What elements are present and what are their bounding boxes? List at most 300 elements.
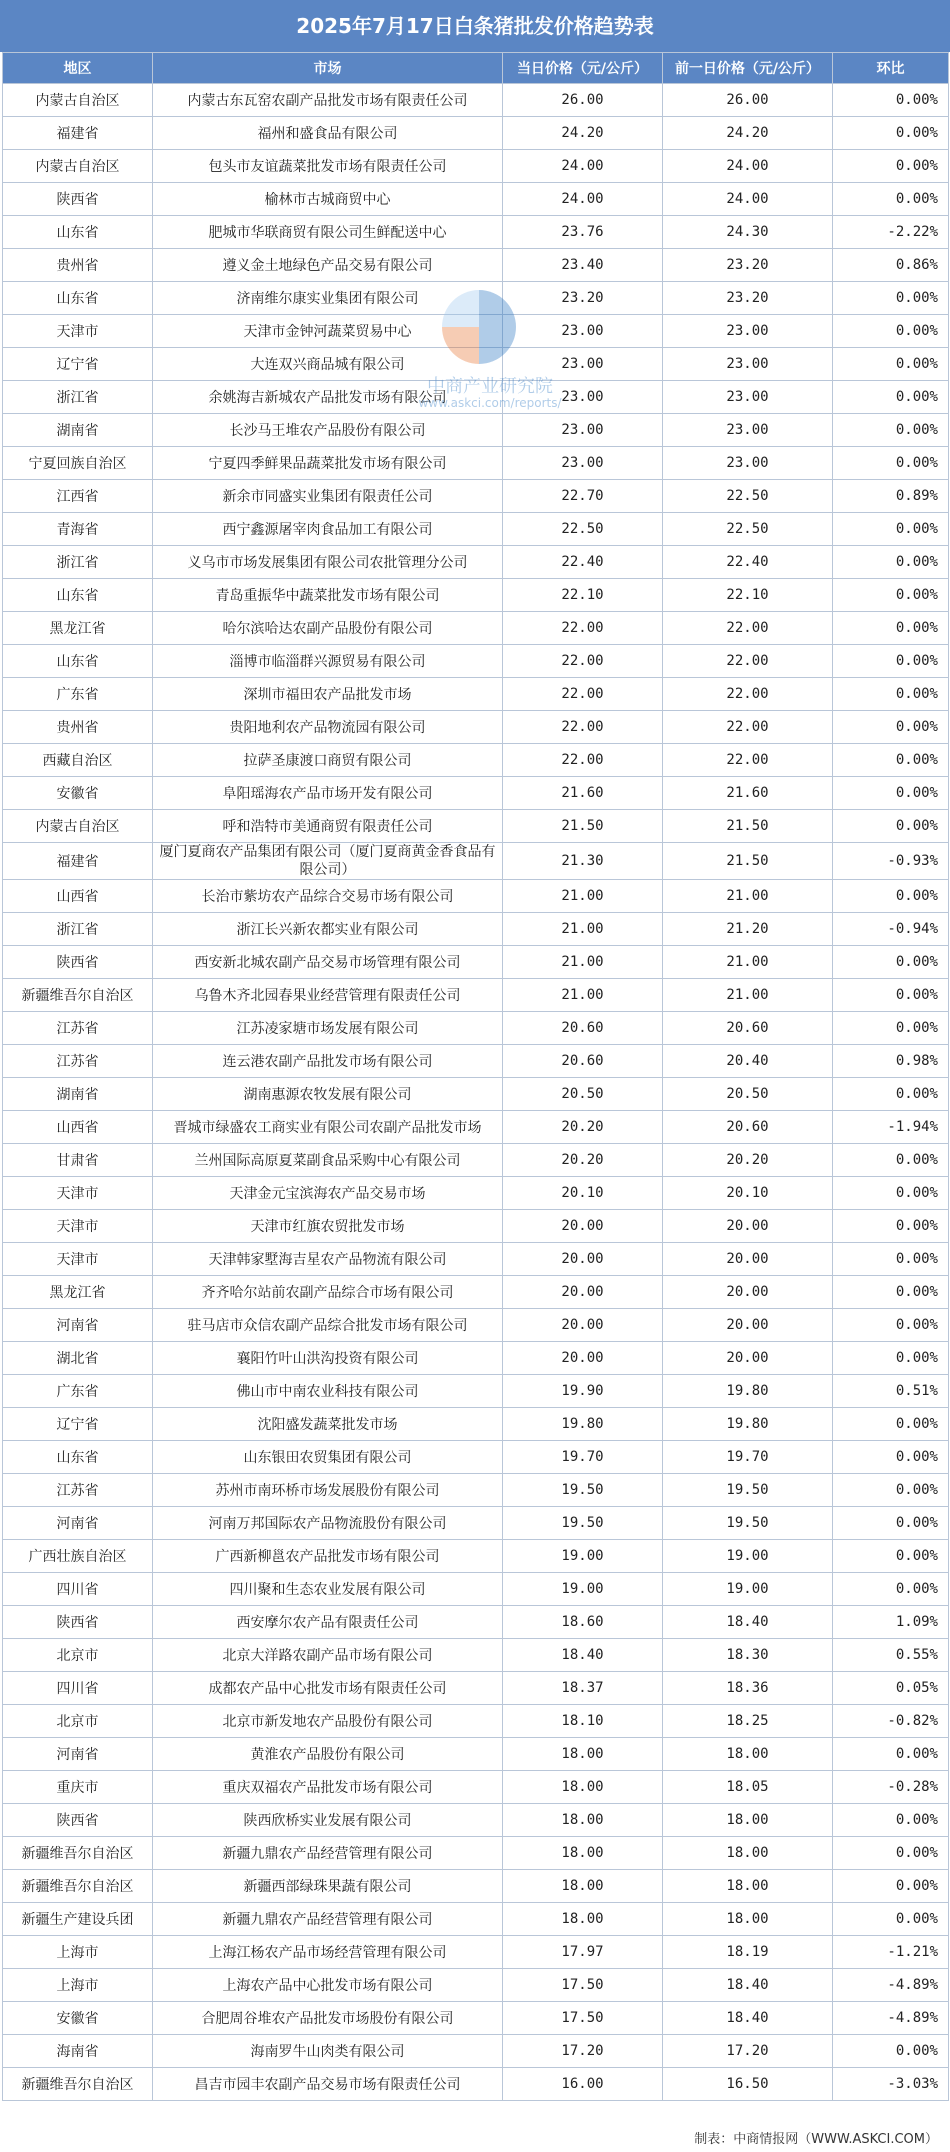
cell-previous-price: 23.20: [663, 249, 833, 282]
cell-change: -2.22%: [833, 216, 949, 249]
cell-previous-price: 19.80: [663, 1408, 833, 1441]
cell-today-price: 20.00: [503, 1276, 663, 1309]
cell-change: 0.00%: [833, 979, 949, 1012]
cell-today-price: 22.00: [503, 744, 663, 777]
cell-change: 0.00%: [833, 117, 949, 150]
cell-market: 北京市新发地农产品股份有限公司: [153, 1705, 503, 1738]
cell-region: 内蒙古自治区: [3, 810, 153, 843]
cell-market: 天津金元宝滨海农产品交易市场: [153, 1177, 503, 1210]
cell-today-price: 23.00: [503, 447, 663, 480]
cell-today-price: 22.00: [503, 678, 663, 711]
cell-region: 河南省: [3, 1507, 153, 1540]
table-row: [3, 282, 949, 315]
cell-region: 宁夏回族自治区: [3, 447, 153, 480]
cell-previous-price: 21.00: [663, 880, 833, 913]
table-row: [3, 843, 949, 880]
table-row: [3, 744, 949, 777]
cell-market: 山东银田农贸集团有限公司: [153, 1441, 503, 1474]
cell-region: 辽宁省: [3, 1408, 153, 1441]
cell-change: -0.94%: [833, 913, 949, 946]
cell-today-price: 21.30: [503, 843, 663, 880]
cell-today-price: 19.80: [503, 1408, 663, 1441]
cell-today-price: 19.50: [503, 1507, 663, 1540]
cell-today-price: 24.00: [503, 183, 663, 216]
cell-previous-price: 23.00: [663, 447, 833, 480]
cell-market: 大连双兴商品城有限公司: [153, 348, 503, 381]
cell-previous-price: 26.00: [663, 84, 833, 117]
cell-market: 重庆双福农产品批发市场有限公司: [153, 1771, 503, 1804]
cell-today-price: 20.60: [503, 1045, 663, 1078]
cell-previous-price: 21.50: [663, 843, 833, 880]
table-row: [3, 546, 949, 579]
cell-change: 0.00%: [833, 1408, 949, 1441]
price-table: [2, 52, 949, 2101]
cell-region: 贵州省: [3, 711, 153, 744]
cell-previous-price: 21.00: [663, 946, 833, 979]
table-row: [3, 414, 949, 447]
cell-change: 0.00%: [833, 1276, 949, 1309]
cell-previous-price: 19.80: [663, 1375, 833, 1408]
cell-previous-price: 22.00: [663, 612, 833, 645]
cell-market: 四川聚和生态农业发展有限公司: [153, 1573, 503, 1606]
cell-today-price: 24.00: [503, 150, 663, 183]
cell-region: 新疆维吾尔自治区: [3, 979, 153, 1012]
cell-previous-price: 20.10: [663, 1177, 833, 1210]
cell-region: 陕西省: [3, 1606, 153, 1639]
cell-market: 昌吉市园丰农副产品交易市场有限责任公司: [153, 2068, 503, 2101]
cell-previous-price: 20.00: [663, 1243, 833, 1276]
cell-change: -0.82%: [833, 1705, 949, 1738]
cell-region: 辽宁省: [3, 348, 153, 381]
cell-change: 0.00%: [833, 1210, 949, 1243]
table-row: [3, 678, 949, 711]
cell-change: 0.89%: [833, 480, 949, 513]
cell-market: 连云港农副产品批发市场有限公司: [153, 1045, 503, 1078]
cell-market: 义乌市市场发展集团有限公司农批管理分公司: [153, 546, 503, 579]
cell-today-price: 20.00: [503, 1243, 663, 1276]
cell-previous-price: 18.00: [663, 1804, 833, 1837]
table-row: [3, 946, 949, 979]
table-row: [3, 1870, 949, 1903]
cell-change: -0.93%: [833, 843, 949, 880]
cell-today-price: 18.37: [503, 1672, 663, 1705]
cell-previous-price: 24.20: [663, 117, 833, 150]
cell-region: 江苏省: [3, 1012, 153, 1045]
cell-today-price: 19.90: [503, 1375, 663, 1408]
cell-change: 0.00%: [833, 1870, 949, 1903]
table-row: [3, 645, 949, 678]
cell-market: 新余市同盛实业集团有限责任公司: [153, 480, 503, 513]
cell-change: 0.00%: [833, 1540, 949, 1573]
cell-today-price: 24.20: [503, 117, 663, 150]
cell-change: 0.00%: [833, 711, 949, 744]
cell-region: 陕西省: [3, 183, 153, 216]
table-row: [3, 348, 949, 381]
table-row: [3, 249, 949, 282]
cell-region: 黑龙江省: [3, 612, 153, 645]
header-region: 地区: [3, 53, 153, 84]
table-row: [3, 880, 949, 913]
cell-change: 0.00%: [833, 1441, 949, 1474]
cell-today-price: 23.00: [503, 381, 663, 414]
table-row: [3, 381, 949, 414]
cell-market: 内蒙古东瓦窑农副产品批发市场有限责任公司: [153, 84, 503, 117]
cell-region: 青海省: [3, 513, 153, 546]
cell-today-price: 23.20: [503, 282, 663, 315]
cell-region: 天津市: [3, 1210, 153, 1243]
cell-today-price: 17.97: [503, 1936, 663, 1969]
table-row: [3, 2002, 949, 2035]
cell-market: 天津韩家墅海吉星农产品物流有限公司: [153, 1243, 503, 1276]
cell-change: 0.00%: [833, 777, 949, 810]
cell-previous-price: 22.50: [663, 513, 833, 546]
cell-previous-price: 23.20: [663, 282, 833, 315]
table-row: [3, 913, 949, 946]
cell-today-price: 18.00: [503, 1837, 663, 1870]
cell-today-price: 23.00: [503, 315, 663, 348]
cell-previous-price: 22.10: [663, 579, 833, 612]
cell-region: 浙江省: [3, 546, 153, 579]
cell-change: 0.98%: [833, 1045, 949, 1078]
cell-today-price: 22.40: [503, 546, 663, 579]
cell-region: 贵州省: [3, 249, 153, 282]
cell-region: 山西省: [3, 1111, 153, 1144]
cell-region: 四川省: [3, 1573, 153, 1606]
watermark-url: www.askci.com/reports/: [418, 396, 562, 410]
cell-today-price: 20.10: [503, 1177, 663, 1210]
cell-market: 西安摩尔农产品有限责任公司: [153, 1606, 503, 1639]
table-row: [3, 612, 949, 645]
cell-region: 天津市: [3, 1177, 153, 1210]
cell-today-price: 19.00: [503, 1540, 663, 1573]
table-row: [3, 1903, 949, 1936]
table-row: [3, 1441, 949, 1474]
table-row: [3, 711, 949, 744]
cell-market: 北京大洋路农副产品市场有限公司: [153, 1639, 503, 1672]
table-row: [3, 447, 949, 480]
cell-market: 兰州国际高原夏菜副食品采购中心有限公司: [153, 1144, 503, 1177]
cell-market: 包头市友谊蔬菜批发市场有限责任公司: [153, 150, 503, 183]
cell-market: 哈尔滨哈达农副产品股份有限公司: [153, 612, 503, 645]
table-row: [3, 2035, 949, 2068]
cell-previous-price: 21.00: [663, 979, 833, 1012]
header-today-price: 当日价格（元/公斤）: [503, 53, 663, 84]
cell-today-price: 20.00: [503, 1210, 663, 1243]
table-row: [3, 1144, 949, 1177]
cell-market: 呼和浩特市美通商贸有限责任公司: [153, 810, 503, 843]
cell-today-price: 18.00: [503, 1903, 663, 1936]
cell-today-price: 18.40: [503, 1639, 663, 1672]
cell-previous-price: 22.00: [663, 678, 833, 711]
cell-change: 0.00%: [833, 348, 949, 381]
cell-region: 山东省: [3, 282, 153, 315]
cell-previous-price: 20.00: [663, 1309, 833, 1342]
cell-change: 0.00%: [833, 946, 949, 979]
cell-market: 新疆九鼎农产品经营管理有限公司: [153, 1837, 503, 1870]
cell-today-price: 18.10: [503, 1705, 663, 1738]
cell-region: 山东省: [3, 645, 153, 678]
cell-market: 宁夏四季鲜果品蔬菜批发市场有限公司: [153, 447, 503, 480]
cell-market: 上海江杨农产品市场经营管理有限公司: [153, 1936, 503, 1969]
cell-change: 0.00%: [833, 546, 949, 579]
cell-previous-price: 19.00: [663, 1573, 833, 1606]
cell-region: 上海市: [3, 1936, 153, 1969]
cell-market: 苏州市南环桥市场发展股份有限公司: [153, 1474, 503, 1507]
cell-market: 襄阳竹叶山洪沟投资有限公司: [153, 1342, 503, 1375]
header-row: [3, 53, 949, 84]
cell-market: 佛山市中南农业科技有限公司: [153, 1375, 503, 1408]
cell-previous-price: 18.36: [663, 1672, 833, 1705]
header-change: 环比: [833, 53, 949, 84]
cell-previous-price: 20.20: [663, 1144, 833, 1177]
cell-region: 内蒙古自治区: [3, 84, 153, 117]
table-row: [3, 1474, 949, 1507]
cell-market: 天津市金钟河蔬菜贸易中心: [153, 315, 503, 348]
cell-change: 0.00%: [833, 381, 949, 414]
table-row: [3, 777, 949, 810]
cell-market: 西宁鑫源屠宰肉食品加工有限公司: [153, 513, 503, 546]
cell-market: 淄博市临淄群兴源贸易有限公司: [153, 645, 503, 678]
cell-market: 新疆九鼎农产品经营管理有限公司: [153, 1903, 503, 1936]
footer-source: 制表：中商情报网（WWW.ASKCI.COM）: [694, 2132, 938, 2147]
cell-today-price: 22.10: [503, 579, 663, 612]
cell-change: 0.00%: [833, 1507, 949, 1540]
table-row: [3, 1771, 949, 1804]
table-row: [3, 84, 949, 117]
table-row: [3, 1243, 949, 1276]
cell-change: -1.21%: [833, 1936, 949, 1969]
cell-previous-price: 19.50: [663, 1474, 833, 1507]
cell-previous-price: 20.40: [663, 1045, 833, 1078]
cell-today-price: 18.00: [503, 1870, 663, 1903]
cell-region: 上海市: [3, 1969, 153, 2002]
cell-market: 合肥周谷堆农产品批发市场股份有限公司: [153, 2002, 503, 2035]
cell-change: 0.00%: [833, 1804, 949, 1837]
cell-region: 福建省: [3, 117, 153, 150]
cell-region: 安徽省: [3, 777, 153, 810]
cell-previous-price: 20.00: [663, 1210, 833, 1243]
cell-change: 0.00%: [833, 1738, 949, 1771]
table-row: [3, 1111, 949, 1144]
cell-previous-price: 23.00: [663, 348, 833, 381]
cell-today-price: 18.60: [503, 1606, 663, 1639]
table-row: [3, 1408, 949, 1441]
cell-region: 广东省: [3, 678, 153, 711]
cell-market: 榆林市古城商贸中心: [153, 183, 503, 216]
cell-today-price: 17.50: [503, 2002, 663, 2035]
cell-previous-price: 22.40: [663, 546, 833, 579]
cell-today-price: 21.00: [503, 913, 663, 946]
table-row: [3, 1078, 949, 1111]
table-row: [3, 1012, 949, 1045]
cell-today-price: 22.00: [503, 612, 663, 645]
cell-change: 0.00%: [833, 1573, 949, 1606]
cell-change: 0.00%: [833, 1012, 949, 1045]
table-row: [3, 979, 949, 1012]
cell-previous-price: 20.00: [663, 1342, 833, 1375]
cell-previous-price: 18.40: [663, 1969, 833, 2002]
cell-today-price: 16.00: [503, 2068, 663, 2101]
cell-market: 齐齐哈尔站前农副产品综合市场有限公司: [153, 1276, 503, 1309]
watermark-name: 中商产业研究院: [427, 376, 553, 397]
cell-today-price: 20.00: [503, 1309, 663, 1342]
cell-previous-price: 24.00: [663, 183, 833, 216]
cell-region: 新疆维吾尔自治区: [3, 1870, 153, 1903]
cell-market: 成都农产品中心批发市场有限责任公司: [153, 1672, 503, 1705]
table-title: 2025年7月17日白条猪批发价格趋势表: [0, 0, 950, 52]
cell-today-price: 17.50: [503, 1969, 663, 2002]
cell-market: 新疆西部绿珠果蔬有限公司: [153, 1870, 503, 1903]
cell-change: 0.00%: [833, 150, 949, 183]
cell-previous-price: 22.50: [663, 480, 833, 513]
cell-change: 0.00%: [833, 183, 949, 216]
cell-market: 黄淮农产品股份有限公司: [153, 1738, 503, 1771]
cell-region: 江苏省: [3, 1045, 153, 1078]
cell-market: 浙江长兴新农都实业有限公司: [153, 913, 503, 946]
cell-today-price: 20.00: [503, 1342, 663, 1375]
cell-region: 黑龙江省: [3, 1276, 153, 1309]
cell-change: 0.00%: [833, 678, 949, 711]
cell-market: 西安新北城农副产品交易市场管理有限公司: [153, 946, 503, 979]
cell-change: 0.00%: [833, 1474, 949, 1507]
table-row: [3, 183, 949, 216]
cell-market: 厦门夏商农产品集团有限公司（厦门夏商黄金香食品有限公司）: [153, 843, 503, 880]
cell-change: 0.00%: [833, 1309, 949, 1342]
cell-region: 江苏省: [3, 1474, 153, 1507]
cell-region: 新疆生产建设兵团: [3, 1903, 153, 1936]
cell-change: 0.00%: [833, 1144, 949, 1177]
cell-change: -1.94%: [833, 1111, 949, 1144]
cell-previous-price: 18.00: [663, 1903, 833, 1936]
cell-region: 新疆维吾尔自治区: [3, 1837, 153, 1870]
cell-today-price: 19.50: [503, 1474, 663, 1507]
cell-today-price: 20.50: [503, 1078, 663, 1111]
cell-previous-price: 18.40: [663, 2002, 833, 2035]
table-row: [3, 117, 949, 150]
table-row: [3, 1507, 949, 1540]
cell-previous-price: 23.00: [663, 381, 833, 414]
cell-market: 江苏凌家塘市场发展有限公司: [153, 1012, 503, 1045]
cell-region: 山东省: [3, 1441, 153, 1474]
cell-market: 拉萨圣康渡口商贸有限公司: [153, 744, 503, 777]
cell-market: 天津市红旗农贸批发市场: [153, 1210, 503, 1243]
cell-region: 北京市: [3, 1705, 153, 1738]
cell-change: 0.00%: [833, 579, 949, 612]
cell-region: 湖南省: [3, 414, 153, 447]
cell-previous-price: 20.60: [663, 1111, 833, 1144]
cell-region: 北京市: [3, 1639, 153, 1672]
cell-change: 0.55%: [833, 1639, 949, 1672]
cell-region: 浙江省: [3, 913, 153, 946]
cell-market: 贵阳地利农产品物流园有限公司: [153, 711, 503, 744]
cell-region: 山西省: [3, 880, 153, 913]
table-row: [3, 1804, 949, 1837]
cell-previous-price: 23.00: [663, 414, 833, 447]
cell-today-price: 18.00: [503, 1804, 663, 1837]
cell-change: 0.00%: [833, 1078, 949, 1111]
cell-change: -4.89%: [833, 1969, 949, 2002]
cell-change: 0.00%: [833, 282, 949, 315]
cell-today-price: 20.20: [503, 1111, 663, 1144]
cell-today-price: 20.60: [503, 1012, 663, 1045]
cell-market: 上海农产品中心批发市场有限公司: [153, 1969, 503, 2002]
cell-today-price: 22.50: [503, 513, 663, 546]
cell-previous-price: 20.60: [663, 1012, 833, 1045]
table-row: [3, 1045, 949, 1078]
table-row: [3, 1309, 949, 1342]
cell-today-price: 19.00: [503, 1573, 663, 1606]
cell-change: 0.00%: [833, 414, 949, 447]
cell-region: 西藏自治区: [3, 744, 153, 777]
cell-previous-price: 17.20: [663, 2035, 833, 2068]
cell-change: 0.00%: [833, 645, 949, 678]
cell-today-price: 26.00: [503, 84, 663, 117]
table-row: [3, 1936, 949, 1969]
cell-change: 0.00%: [833, 612, 949, 645]
cell-change: 0.51%: [833, 1375, 949, 1408]
cell-previous-price: 18.05: [663, 1771, 833, 1804]
table-row: [3, 1210, 949, 1243]
cell-today-price: 23.00: [503, 348, 663, 381]
cell-change: 0.05%: [833, 1672, 949, 1705]
table-body: [3, 84, 949, 2101]
cell-today-price: 21.60: [503, 777, 663, 810]
cell-previous-price: 22.00: [663, 744, 833, 777]
cell-market: 湖南惠源农牧发展有限公司: [153, 1078, 503, 1111]
cell-today-price: 21.50: [503, 810, 663, 843]
cell-today-price: 22.70: [503, 480, 663, 513]
table-row: [3, 810, 949, 843]
table-row: [3, 1276, 949, 1309]
cell-change: 0.00%: [833, 744, 949, 777]
cell-market: 河南万邦国际农产品物流股份有限公司: [153, 1507, 503, 1540]
cell-region: 陕西省: [3, 1804, 153, 1837]
cell-today-price: 21.00: [503, 880, 663, 913]
cell-market: 余姚海吉新城农产品批发市场有限公司: [153, 381, 503, 414]
cell-market: 深圳市福田农产品批发市场: [153, 678, 503, 711]
cell-market: 福州和盛食品有限公司: [153, 117, 503, 150]
cell-today-price: 23.40: [503, 249, 663, 282]
cell-market: 晋城市绿盛农工商实业有限公司农副产品批发市场: [153, 1111, 503, 1144]
cell-market: 长沙马王堆农产品股份有限公司: [153, 414, 503, 447]
cell-change: -3.03%: [833, 2068, 949, 2101]
cell-change: 0.00%: [833, 810, 949, 843]
cell-today-price: 23.00: [503, 414, 663, 447]
cell-today-price: 22.00: [503, 711, 663, 744]
cell-previous-price: 18.00: [663, 1837, 833, 1870]
cell-today-price: 20.20: [503, 1144, 663, 1177]
table-row: [3, 1573, 949, 1606]
cell-change: 0.00%: [833, 880, 949, 913]
cell-region: 四川省: [3, 1672, 153, 1705]
cell-market: 长治市紫坊农产品综合交易市场有限公司: [153, 880, 503, 913]
cell-previous-price: 18.00: [663, 1870, 833, 1903]
cell-previous-price: 16.50: [663, 2068, 833, 2101]
cell-region: 安徽省: [3, 2002, 153, 2035]
cell-today-price: 17.20: [503, 2035, 663, 2068]
table-row: [3, 1969, 949, 2002]
cell-previous-price: 24.00: [663, 150, 833, 183]
table-row: [3, 315, 949, 348]
cell-region: 新疆维吾尔自治区: [3, 2068, 153, 2101]
cell-change: 0.00%: [833, 447, 949, 480]
cell-today-price: 19.70: [503, 1441, 663, 1474]
table-row: [3, 1540, 949, 1573]
cell-change: 0.00%: [833, 1342, 949, 1375]
table-row: [3, 579, 949, 612]
cell-market: 阜阳瑶海农产品市场开发有限公司: [153, 777, 503, 810]
cell-previous-price: 21.60: [663, 777, 833, 810]
